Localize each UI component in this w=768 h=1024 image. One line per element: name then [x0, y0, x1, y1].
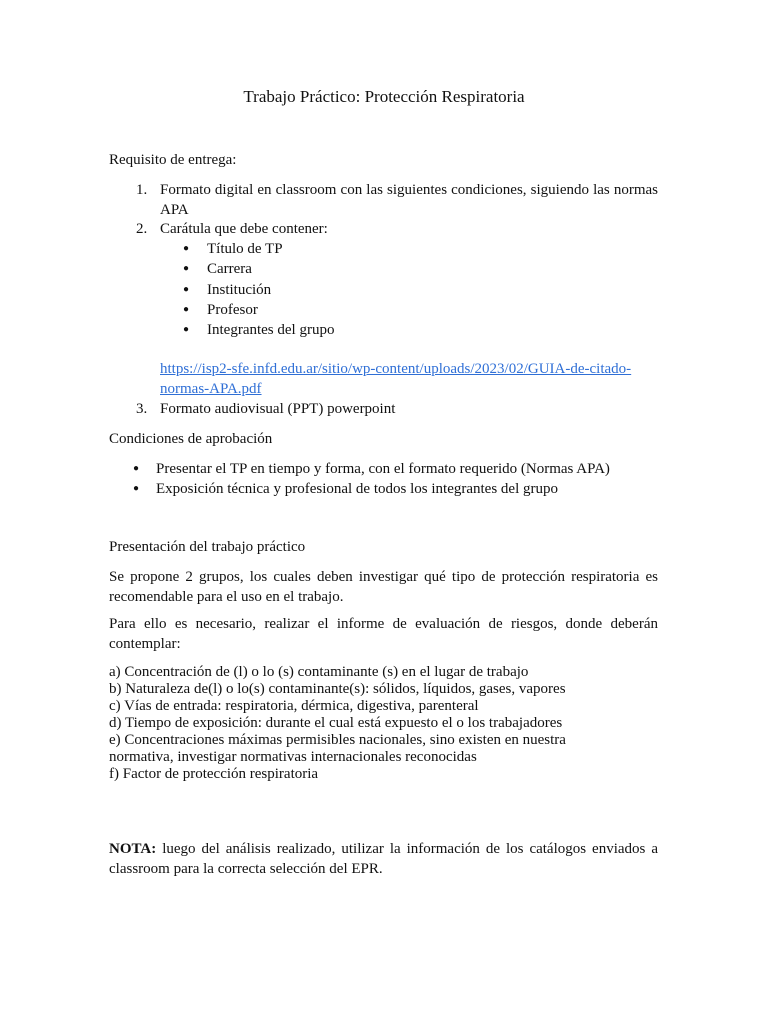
- condiciones-heading: Condiciones de aprobación: [109, 431, 273, 447]
- caratula-item: Título de TP: [207, 241, 283, 257]
- risk-factor-line: normativa, investigar normativas internacionales reconocidas: [109, 749, 477, 765]
- presentacion-paragraph-2: [109, 614, 658, 654]
- caratula-item: Profesor: [207, 302, 258, 318]
- requisitos-heading: Requisito de entrega:: [109, 152, 237, 168]
- caratula-item: Institución: [207, 282, 272, 298]
- nota-text: luego del análisis realizado, utilizar la información de los catálogos enviados a: [156, 841, 658, 857]
- paragraph-line: Se propone 2 grupos, los cuales deben investigar qué tipo de protección respiratoria es: [109, 569, 658, 585]
- apa-guide-link-line-2[interactable]: normas-APA.pdf: [160, 381, 262, 397]
- risk-factor-line: b) Naturaleza de(l) o lo(s) contaminante(s): sólidos, líquidos, gases, vapores: [109, 681, 566, 697]
- risk-factors-list: [109, 664, 658, 783]
- bullet-icon: ●: [183, 324, 190, 335]
- paragraph-line: recomendable para el uso en el trabajo.: [109, 589, 344, 605]
- nota-line-2: classroom para la correcta selección del EPR.: [109, 861, 383, 877]
- nota-paragraph: [109, 839, 658, 879]
- list-number: 1.: [136, 182, 148, 198]
- risk-factor-line: f) Factor de protección respiratoria: [109, 766, 319, 782]
- risk-factor-line: d) Tiempo de exposición: durante el cual está expuesto el o los trabajadores: [109, 715, 563, 731]
- bullet-icon: ●: [183, 243, 190, 254]
- risk-factor-line: e) Concentraciones máximas permisibles nacionales, sino existen en nuestra: [109, 732, 566, 748]
- bullet-icon: ●: [183, 284, 190, 295]
- presentacion-heading: Presentación del trabajo práctico: [109, 539, 306, 555]
- apa-guide-link[interactable]: [160, 359, 631, 399]
- list-number: 3.: [136, 401, 148, 417]
- paragraph-line: contemplar:: [109, 636, 181, 652]
- apa-guide-link-line-1[interactable]: https://isp2-sfe.infd.edu.ar/sitio/wp-content/uploads/2023/02/GUIA-de-citado-: [160, 361, 632, 377]
- requisito-item-2: Carátula que debe contener:: [160, 221, 328, 237]
- nota-label: NOTA:: [109, 841, 157, 857]
- bullet-icon: ●: [183, 263, 190, 274]
- caratula-item: Carrera: [207, 261, 252, 277]
- risk-factor-line: c) Vías de entrada: respiratoria, dérmica, digestiva, parenteral: [109, 698, 479, 714]
- presentacion-paragraph-1: [109, 567, 658, 607]
- bullet-icon: ●: [133, 483, 140, 494]
- document-title: Trabajo Práctico: Protección Respiratoria: [243, 87, 525, 106]
- requisito-item-3: Formato audiovisual (PPT) powerpoint: [160, 401, 396, 417]
- nota-line-1: [109, 839, 658, 859]
- condicion-item: Exposición técnica y profesional de todos los integrantes del grupo: [156, 481, 558, 497]
- risk-factor-line: a) Concentración de (l) o lo (s) contaminante (s) en el lugar de trabajo: [109, 664, 529, 680]
- paragraph-line: Para ello es necesario, realizar el informe de evaluación de riesgos, donde deberán: [109, 616, 658, 632]
- list-number: 2.: [136, 221, 148, 237]
- bullet-icon: ●: [133, 463, 140, 474]
- caratula-item: Integrantes del grupo: [207, 322, 335, 338]
- bullet-icon: ●: [183, 304, 190, 315]
- requisito-item-1: Formato digital en classroom con las siguientes condiciones, siguiendo las normas APA: [160, 182, 658, 218]
- condicion-item: Presentar el TP en tiempo y forma, con el formato requerido (Normas APA): [156, 461, 610, 477]
